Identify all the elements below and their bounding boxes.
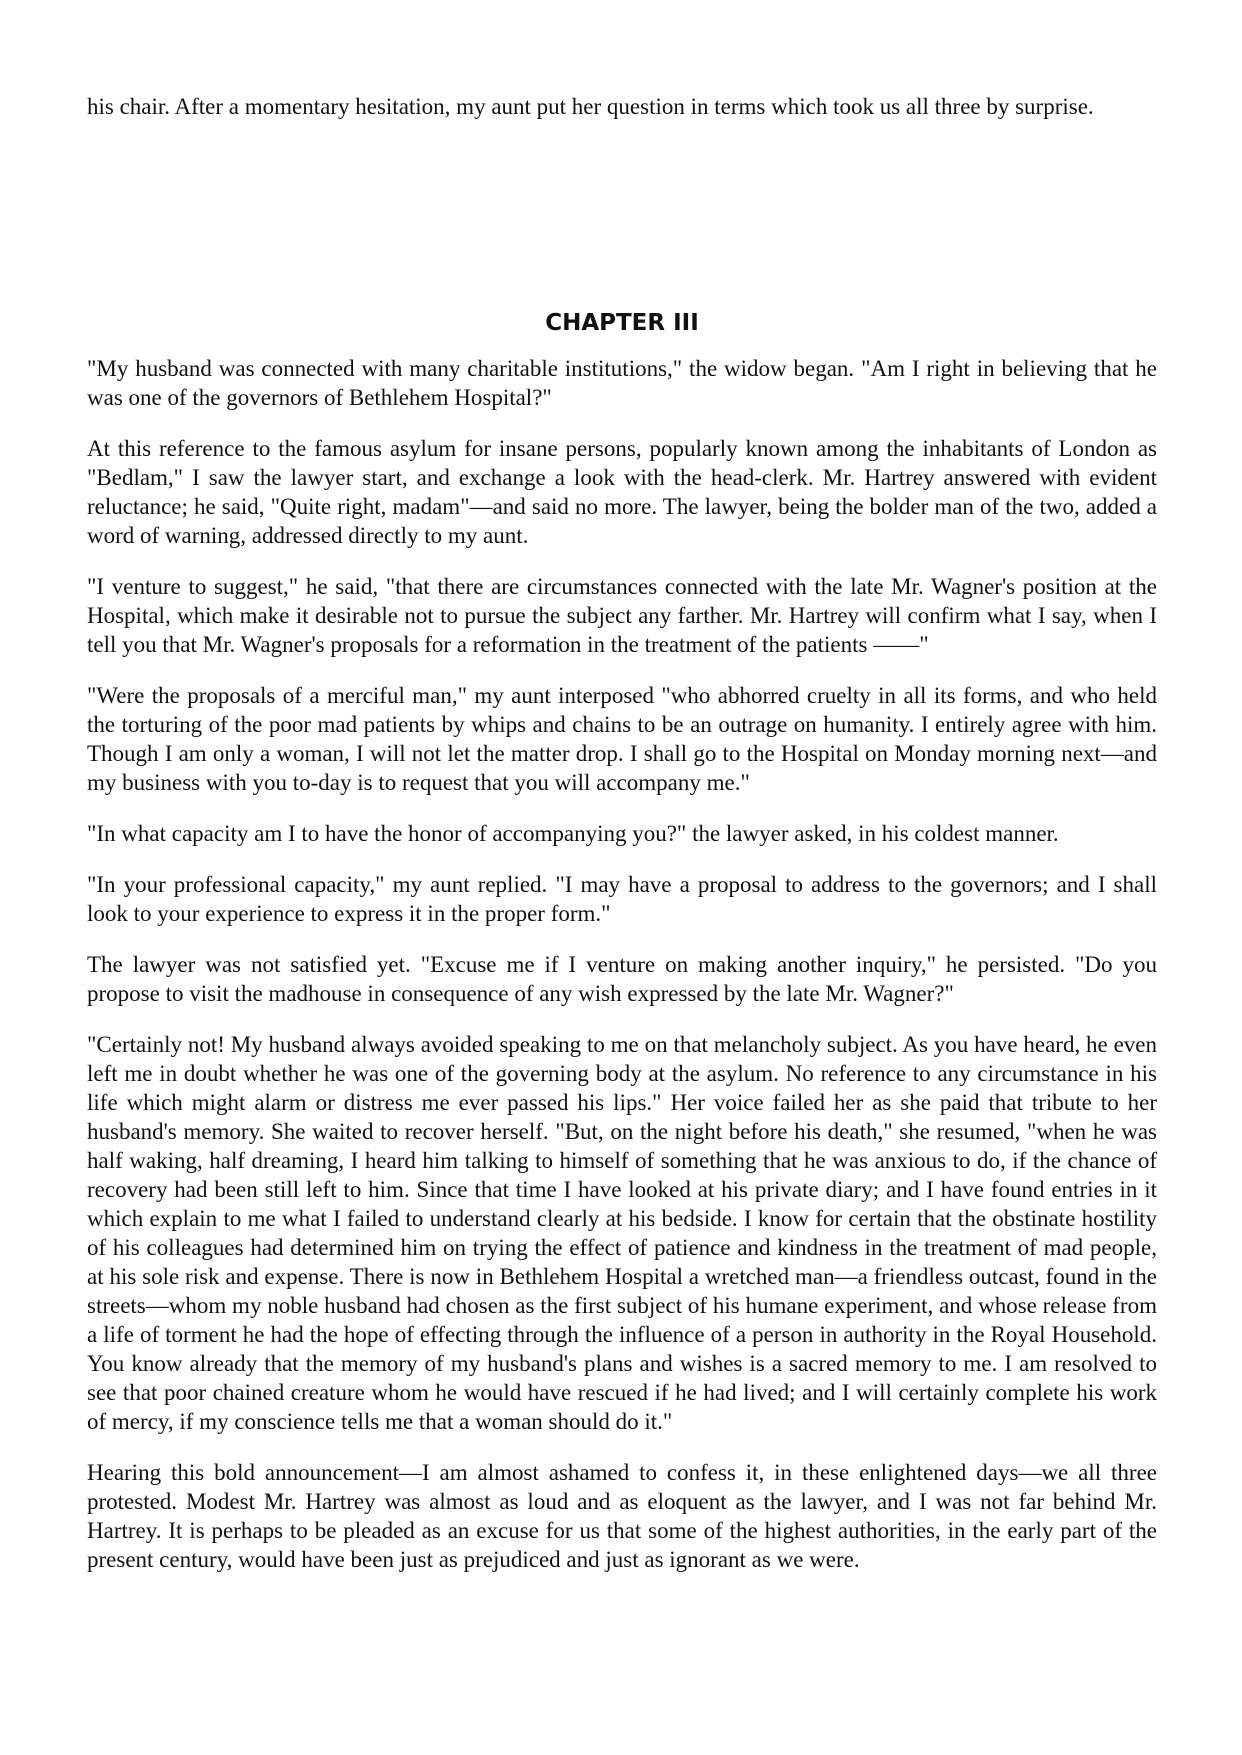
chapter-title: CHAPTER III [545, 310, 699, 336]
paragraph: "I venture to suggest," he said, "that there are circumstances connected with the late Mr. Wagner's position at the Hospital, which make it desirable not to pursue the subject any farther. Mr. Hartrey will confirm what I say, when I tell you that Mr. Wagner's proposals for a reformation in the treatment of the patients ——" [87, 574, 1157, 657]
document-page [87, 92, 1157, 1574]
title-spacer [87, 338, 1157, 354]
paragraph: "Were the proposals of a merciful man," my aunt interposed "who abhorred cruelty in all its forms, and who held the torturing of the poor mad patients by whips and chains to be an outrage on humanity. I entirely agree with him. Though I am only a woman, I will not let the matter drop. I shall go to the Hospital on Monday morning next—and my business with you to-day is to request that you will accompany me." [87, 683, 1157, 795]
paragraph: Hearing this bold announcement—I am almost ashamed to confess it, in these enlightened days—we all three protested. Modest Mr. Hartrey was almost as loud and as eloquent as the lawyer, and I was not far behind Mr. Hartrey. It is perhaps to be pleaded as an excuse for us that some of the highest authorities, in the early part of the present century, would have been just as prejudiced and just as ignorant as we were. [87, 1460, 1157, 1572]
paragraph: "My husband was connected with many charitable institutions," the widow began. "Am I right in believing that he was one of the governors of Bethlehem Hospital?" [87, 356, 1157, 410]
intro-paragraph: his chair. After a momentary hesitation, my aunt put her question in terms which took us all three by surprise. [87, 94, 1094, 119]
paragraph: "Certainly not! My husband always avoided speaking to me on that melancholy subject. As you have heard, he even left me in doubt whether he was one of the governing body at the asylum. No reference to any circumstance in his life which might alarm or distress me ever passed his lips." Her voice failed her as she paid that tribute to her husband's memory. She waited to recover herself. "But, on the night before his death," she resumed, "when he was half waking, half dreaming, I heard him talking to himself of something that he was anxious to do, if the chance of recovery had been still left to him. Since that time I have looked at his private diary; and I have found entries in it which explain to me what I failed to understand clearly at his bedside. I know for certain that the obstinate hostility of his colleagues had determined him on trying the effect of patience and kindness in the treatment of mad people, at his sole risk and expense. There is now in Bethlehem Hospital a wretched man—a friendless outcast, found in the streets—whom my noble husband had chosen as the first subject of his humane experiment, and whose release from a life of torment he had the hope of effecting through the influence of a person in authority in the Royal Household. You know already that the memory of my husband's plans and wishes is a sacred memory to me. I am resolved to see that poor chained creature whom he would have rescued if he had lived; and I will certainly complete his work of mercy, if my conscience tells me that a woman should do it." [87, 1032, 1157, 1434]
paragraph: The lawyer was not satisfied yet. "Excuse me if I venture on making another inquiry," he persisted. "Do you propose to visit the madhouse in consequence of any wish expressed by the late Mr. Wagner?" [87, 952, 1157, 1006]
section-spacer [87, 143, 1157, 308]
paragraph: "In what capacity am I to have the honor of accompanying you?" the lawyer asked, in his coldest manner. [87, 821, 1059, 846]
paragraph: "In your professional capacity," my aunt replied. "I may have a proposal to address to the governors; and I shall look to your experience to express it in the proper form." [87, 872, 1157, 926]
paragraph: At this reference to the famous asylum for insane persons, popularly known among the inhabitants of London as "Bedlam," I saw the lawyer start, and exchange a look with the head-clerk. Mr. Hartrey answered with evident reluctance; he said, "Quite right, madam"—and said no more. The lawyer, being the bolder man of the two, added a word of warning, addressed directly to my aunt. [87, 436, 1157, 548]
